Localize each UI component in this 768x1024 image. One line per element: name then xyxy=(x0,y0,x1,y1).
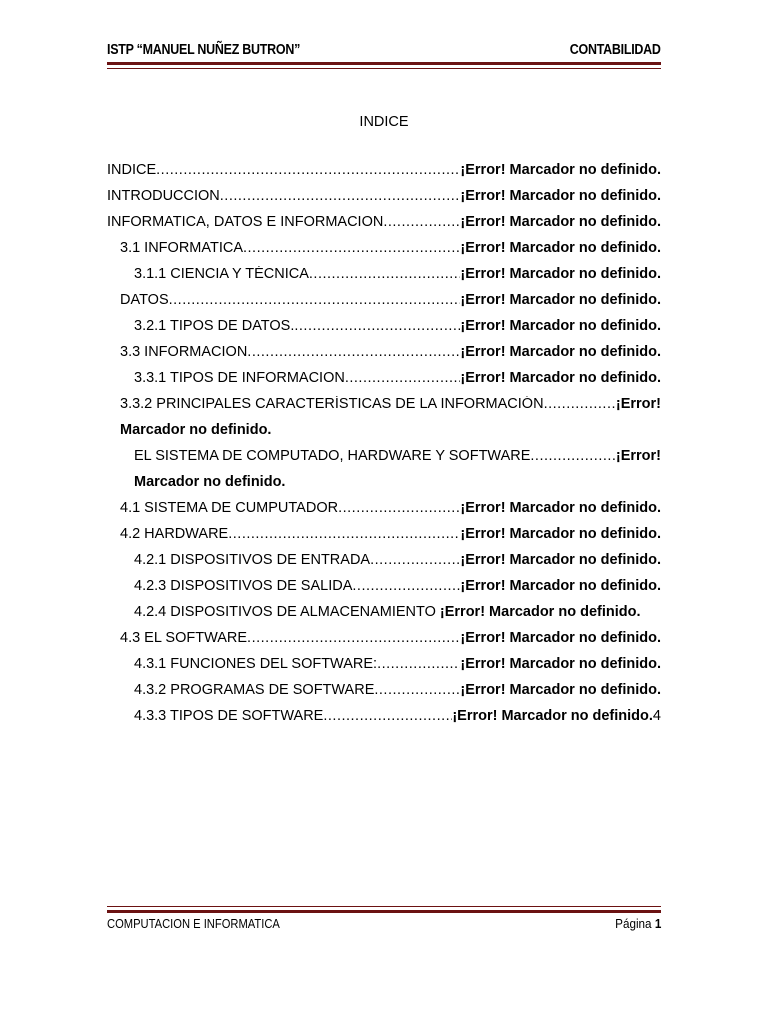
toc-entry[interactable] xyxy=(107,656,661,682)
toc-entry[interactable] xyxy=(107,370,661,396)
toc-entry[interactable] xyxy=(107,240,661,266)
toc-entry-reference: ¡Error! Marcador no definido. xyxy=(460,578,661,594)
toc-entry[interactable] xyxy=(107,552,661,578)
toc-entry-title: 3.3.2 PRINCIPALES CARACTERÍSTICAS DE LA INFORMACIÓN xyxy=(120,396,544,412)
toc-entry[interactable] xyxy=(107,214,661,240)
toc-entry-title: 3.1 INFORMATICA xyxy=(120,240,243,256)
toc-entry-title: 4.2.1 DISPOSITIVOS DE ENTRADA xyxy=(134,552,371,568)
footer-page-number: 1 xyxy=(654,916,661,931)
toc-entry[interactable] xyxy=(107,500,661,526)
toc-dot-leader xyxy=(377,656,460,672)
toc-dot-leader xyxy=(383,214,460,230)
footer-rule-thick xyxy=(107,910,661,913)
toc-entry[interactable] xyxy=(107,604,661,630)
header-subject: CONTABILIDAD xyxy=(570,42,661,58)
toc-dot-leader xyxy=(243,240,460,256)
toc-entry[interactable] xyxy=(107,162,661,188)
header-rule-thin xyxy=(107,68,661,69)
toc-entry[interactable] xyxy=(107,682,661,708)
toc-dot-leader xyxy=(247,344,460,360)
toc-entry[interactable] xyxy=(107,578,661,604)
toc-entry-title: 4.3 EL SOFTWARE xyxy=(120,630,248,646)
toc-entry[interactable] xyxy=(107,396,661,422)
toc-entry-title: 4.3.1 FUNCIONES DEL SOFTWARE: xyxy=(134,656,378,672)
page-title: INDICE xyxy=(359,114,409,130)
toc-entry-reference: ¡Error! Marcador no definido. xyxy=(460,240,661,256)
toc-entry[interactable] xyxy=(107,708,661,734)
toc-entry-reference: ¡Error! Marcador no definido. xyxy=(460,370,661,386)
toc-entry[interactable] xyxy=(107,526,661,552)
toc-entry-title: 3.3 INFORMACION xyxy=(120,344,248,360)
toc-entry-title: 4.3.3 TIPOS DE SOFTWARE xyxy=(134,708,324,724)
toc-dot-leader xyxy=(338,500,460,516)
toc-entry-reference-continuation: Marcador no definido. xyxy=(134,474,286,490)
table-of-contents xyxy=(107,162,661,734)
toc-dot-leader xyxy=(156,162,460,178)
toc-entry[interactable] xyxy=(107,630,661,656)
toc-entry[interactable] xyxy=(107,318,661,344)
toc-entry-reference: ¡Error! Marcador no definido. xyxy=(460,292,661,308)
page-footer xyxy=(107,916,661,931)
footer-page xyxy=(615,916,661,931)
toc-dot-leader xyxy=(370,552,460,568)
toc-entry-reference: ¡Error! xyxy=(615,396,661,412)
toc-entry-reference: ¡Error! Marcador no definido. xyxy=(452,708,653,724)
toc-dot-leader xyxy=(530,448,615,464)
toc-entry-reference: ¡Error! Marcador no definido. xyxy=(460,188,661,204)
page-header xyxy=(107,42,661,58)
toc-entry-reference: ¡Error! Marcador no definido. xyxy=(460,266,661,282)
toc-entry-title: EL SISTEMA DE COMPUTADO, HARDWARE Y SOFTWARE xyxy=(134,448,531,464)
toc-entry-title: 4.2 HARDWARE xyxy=(120,526,229,542)
toc-entry-reference: ¡Error! Marcador no definido. xyxy=(460,318,661,334)
footer-department: COMPUTACION E INFORMATICA xyxy=(107,916,280,931)
toc-entry-title: INTRODUCCION xyxy=(107,188,220,204)
toc-entry-reference-continuation: Marcador no definido. xyxy=(120,422,272,438)
toc-entry[interactable] xyxy=(107,188,661,214)
toc-entry-title: 3.3.1 TIPOS DE INFORMACION xyxy=(134,370,345,386)
toc-entry-reference: ¡Error! Marcador no definido. xyxy=(460,526,661,542)
toc-entry-reference: ¡Error! Marcador no definido. xyxy=(460,630,661,646)
toc-entry-page: 4 xyxy=(652,708,661,724)
toc-entry[interactable] xyxy=(107,344,661,370)
toc-dot-leader xyxy=(544,396,616,412)
toc-entry[interactable] xyxy=(107,448,661,474)
footer-page-label: Página xyxy=(614,916,652,931)
toc-entry-reference: ¡Error! xyxy=(615,448,661,464)
toc-entry-title: INFORMATICA, DATOS E INFORMACION xyxy=(107,214,384,230)
toc-entry-reference: ¡Error! Marcador no definido. xyxy=(460,344,661,360)
toc-dot-leader xyxy=(323,708,452,724)
toc-entry-reference: ¡Error! Marcador no definido. xyxy=(460,552,661,568)
toc-entry-title: 4.2.4 DISPOSITIVOS DE ALMACENAMIENTO xyxy=(134,604,436,620)
toc-entry-title: 3.2.1 TIPOS DE DATOS. xyxy=(134,318,295,334)
toc-entry-reference: ¡Error! Marcador no definido. xyxy=(460,162,661,178)
toc-entry-reference: ¡Error! Marcador no definido. xyxy=(460,500,661,516)
toc-entry-reference: ¡Error! Marcador no definido. xyxy=(460,214,661,230)
toc-dot-leader xyxy=(220,188,461,204)
toc-dot-leader xyxy=(374,682,460,698)
header-rule-thick xyxy=(107,62,661,65)
toc-dot-leader xyxy=(169,292,461,308)
toc-dot-leader xyxy=(228,526,460,542)
header-institution: ISTP “MANUEL NUÑEZ BUTRON” xyxy=(107,42,301,58)
toc-entry-title: INDICE xyxy=(107,162,157,178)
toc-entry-reference: ¡Error! Marcador no definido. xyxy=(439,604,641,620)
toc-dot-leader xyxy=(294,318,460,334)
toc-entry-title: 4.2.3 DISPOSITIVOS DE SALIDA xyxy=(134,578,353,594)
footer-rule-thin xyxy=(107,906,661,907)
toc-entry-title: 4.1 SISTEMA DE CUMPUTADOR xyxy=(120,500,339,516)
toc-entry-title: 4.3.2 PROGRAMAS DE SOFTWARE xyxy=(134,682,375,698)
toc-entry[interactable] xyxy=(107,292,661,318)
toc-entry-reference: ¡Error! Marcador no definido. xyxy=(460,656,661,672)
toc-entry[interactable] xyxy=(107,266,661,292)
toc-entry-title: DATOS xyxy=(120,292,169,308)
toc-entry-reference: ¡Error! Marcador no definido. xyxy=(460,682,661,698)
toc-dot-leader xyxy=(352,578,460,594)
toc-dot-leader xyxy=(309,266,461,282)
toc-entry-title: 3.1.1 CIENCIA Y TÉCNICA xyxy=(134,266,309,282)
toc-dot-leader xyxy=(247,630,460,646)
toc-dot-leader xyxy=(345,370,461,386)
